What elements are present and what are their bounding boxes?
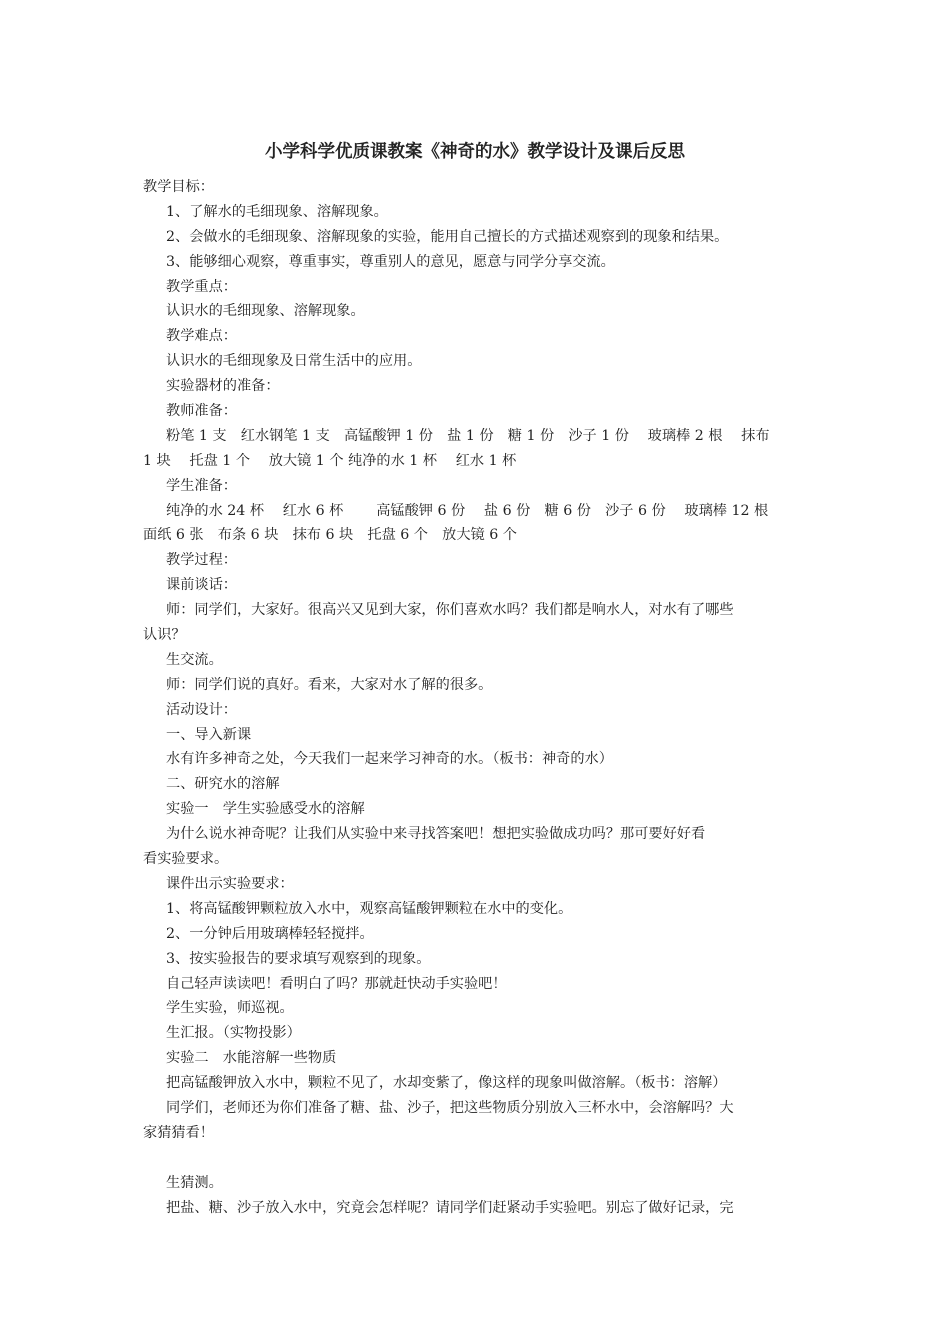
paragraph-line: 把高锰酸钾放入水中，颗粒不见了，水却变紫了，像这样的现象叫做溶解。（板书：溶解） <box>166 1075 727 1092</box>
paragraph-line: 纯净的水 24 杯 红水 6 杯 高锰酸钾 6 份 盐 6 份 糖 6 份 沙子 6 份 玻璃棒 12 根 <box>166 502 769 519</box>
paragraph-line: 为什么说水神奇呢？让我们从实验中来寻找答案吧！想把实验做成功吗？那可要好好看 <box>166 826 706 843</box>
section-heading: 课前谈话： <box>166 577 237 594</box>
section-heading: 二、研究水的溶解 <box>166 776 280 793</box>
paragraph-line: 1、将高锰酸钾颗粒放入水中，观察高锰酸钾颗粒在水中的变化。 <box>166 900 573 917</box>
paragraph-line: 课件出示实验要求： <box>166 875 294 892</box>
paragraph-line: 生汇报。（实物投影） <box>166 1025 301 1042</box>
paragraph-line: 生交流。 <box>166 651 223 668</box>
paragraph-line: 看实验要求。 <box>143 851 229 868</box>
paragraph-line: 3、按实验报告的要求填写观察到的现象。 <box>166 950 431 967</box>
section-heading: 学生准备： <box>166 477 237 494</box>
section-heading: 一、导入新课 <box>166 726 252 743</box>
document-body <box>143 175 807 1220</box>
paragraph-line: 认识？ <box>143 627 186 644</box>
section-heading: 教学过程： <box>166 552 237 569</box>
section-heading: 实验一 学生实验感受水的溶解 <box>166 801 365 818</box>
paragraph-line: 2、一分钟后用玻璃棒轻轻搅拌。 <box>166 925 374 942</box>
paragraph-line: 学生实验，师巡视。 <box>166 1000 294 1017</box>
paragraph-line: 3、能够细心观察，尊重事实，尊重别人的意见，愿意与同学分享交流。 <box>166 253 615 270</box>
paragraph-line: 粉笔 1 支 红水钢笔 1 支 高锰酸钾 1 份 盐 1 份 糖 1 份 沙子 1 份 玻璃棒 2 根 抹布 <box>166 427 770 444</box>
paragraph-line: 2、会做水的毛细现象、溶解现象的实验，能用自己擅长的方式描述观察到的现象和结果。 <box>166 228 729 245</box>
paragraph-line: 师：同学们说的真好。看来，大家对水了解的很多。 <box>166 676 493 693</box>
paragraph-line: 面纸 6 张 布条 6 块 抹布 6 块 托盘 6 个 放大镜 6 个 <box>143 527 517 544</box>
section-heading: 实验二 水能溶解一些物质 <box>166 1050 337 1067</box>
paragraph-line: 同学们，老师还为你们准备了糖、盐、沙子，把这些物质分别放入三杯水中，会溶解吗？大 <box>166 1099 734 1116</box>
document-title: 小学科学优质课教案《神奇的水》教学设计及课后反思 <box>265 142 685 162</box>
paragraph-line: 1、了解水的毛细现象、溶解现象。 <box>166 203 388 220</box>
paragraph-line: 把盐、糖、沙子放入水中，究竟会怎样呢？请同学们赶紧动手实验吧。别忘了做好记录，完 <box>166 1199 734 1216</box>
blank-line <box>143 1146 807 1171</box>
section-heading: 活动设计： <box>166 701 237 718</box>
paragraph-line: 认识水的毛细现象及日常生活中的应用。 <box>166 353 422 370</box>
paragraph-line: 自己轻声读读吧！看明白了吗？那就赶快动手实验吧！ <box>166 975 507 992</box>
section-heading: 实验器材的准备： <box>166 378 280 395</box>
paragraph-line: 水有许多神奇之处，今天我们一起来学习神奇的水。（板书：神奇的水） <box>166 751 613 768</box>
section-heading: 教学重点： <box>166 278 237 295</box>
paragraph-line: 生猜测。 <box>166 1174 223 1191</box>
section-heading: 教师准备： <box>166 403 237 420</box>
section-heading: 教学难点： <box>166 328 237 345</box>
paragraph-line: 教学目标： <box>143 179 214 195</box>
paragraph-line: 认识水的毛细现象、溶解现象。 <box>166 303 365 320</box>
paragraph-line: 师：同学们，大家好。很高兴又见到大家，你们喜欢水吗？我们都是响水人，对水有了哪些 <box>166 602 734 619</box>
paragraph-line: 家猜猜看！ <box>143 1124 214 1141</box>
paragraph-line: 1 块 托盘 1 个 放大镜 1 个 纯净的水 1 杯 红水 1 杯 <box>143 452 517 469</box>
